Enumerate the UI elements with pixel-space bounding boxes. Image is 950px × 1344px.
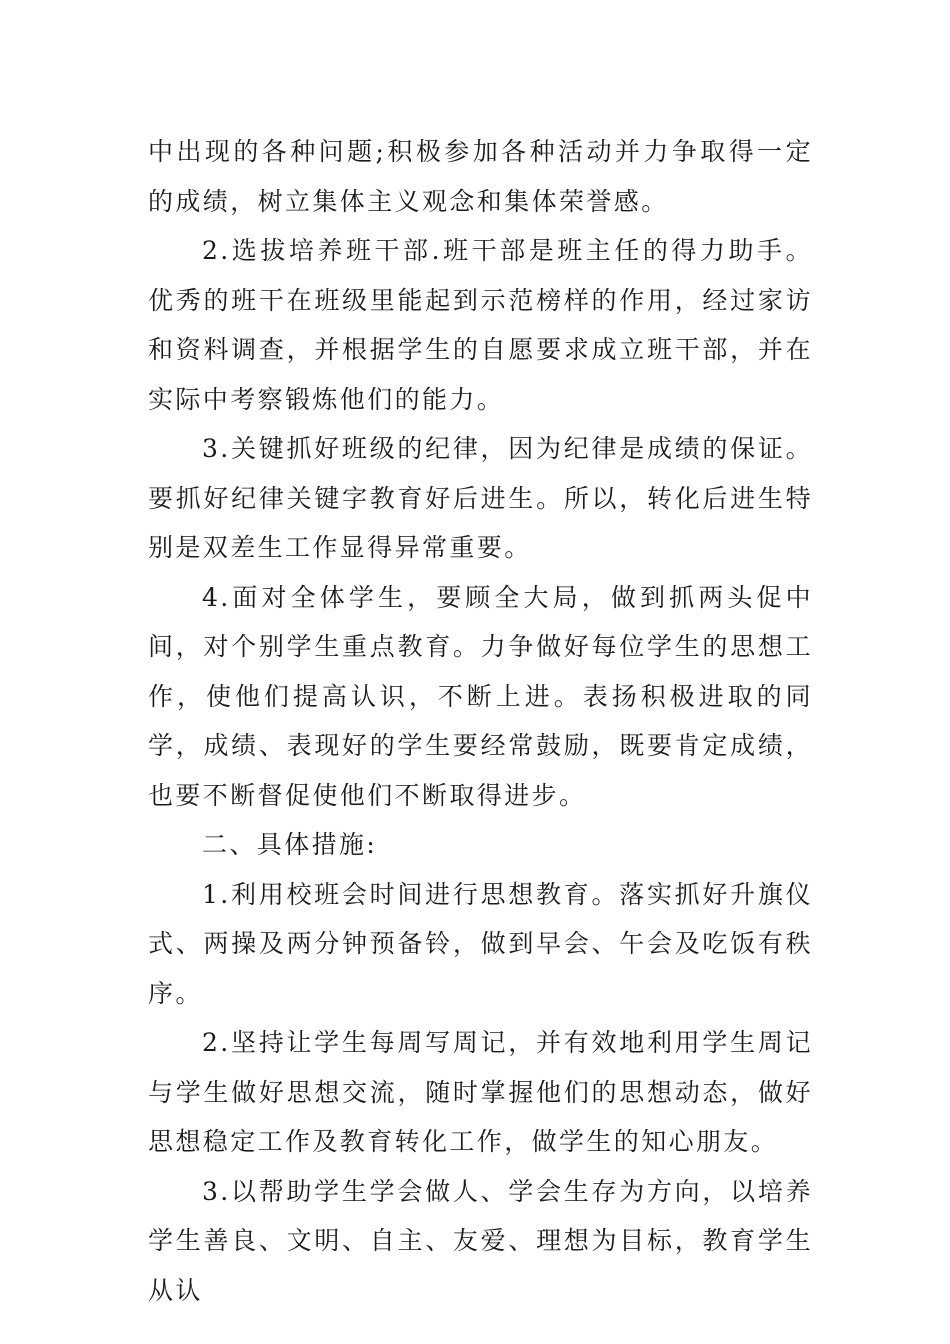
paragraph-item-4: 4.面对全体学生，要顾全大局，做到抓两头促中间，对个别学生重点教育。力争做好每位学生的思想工作，使他们提高认识，不断上进。表扬积极进取的同学，成绩、表现好的学生要经常鼓励，既要肯定成绩，也要不断督促使他们不断取得进步。 [148,582,813,810]
paragraph-item-3: 3.关键抓好班级的纪律，因为纪律是成绩的保证。要抓好纪律关键字教育好后进生。所以，转化后进生特别是双差生工作显得异常重要。 [148,434,813,562]
document-body [148,127,813,1315]
paragraph-item-2: 2.选拔培养班干部.班干部是班主任的得力助手。优秀的班干在班级里能起到示范榜样的作用，经过家访和资料调查，并根据学生的自愿要求成立班干部，并在实际中考察锻炼他们的能力。 [148,236,813,414]
measure-item-3: 3.以帮助学生学会做人、学会生存为方向，以培养学生善良、文明、自主、友爱、理想为目标，教育学生从认 [148,1176,813,1305]
measure-item-1: 1.利用校班会时间进行思想教育。落实抓好升旗仪式、两操及两分钟预备铃，做到早会、午会及吃饭有秩序。 [148,879,813,1008]
measure-item-2: 2.坚持让学生每周写周记，并有效地利用学生周记与学生做好思想交流，随时掌握他们的思想动态，做好思想稳定工作及教育转化工作，做学生的知心朋友。 [148,1028,813,1156]
section-heading-measures: 二、具体措施: [202,830,378,859]
paragraph-continuation: 中出现的各种问题;积极参加各种活动并力争取得一定的成绩，树立集体主义观念和集体荣誉感。 [148,137,813,216]
